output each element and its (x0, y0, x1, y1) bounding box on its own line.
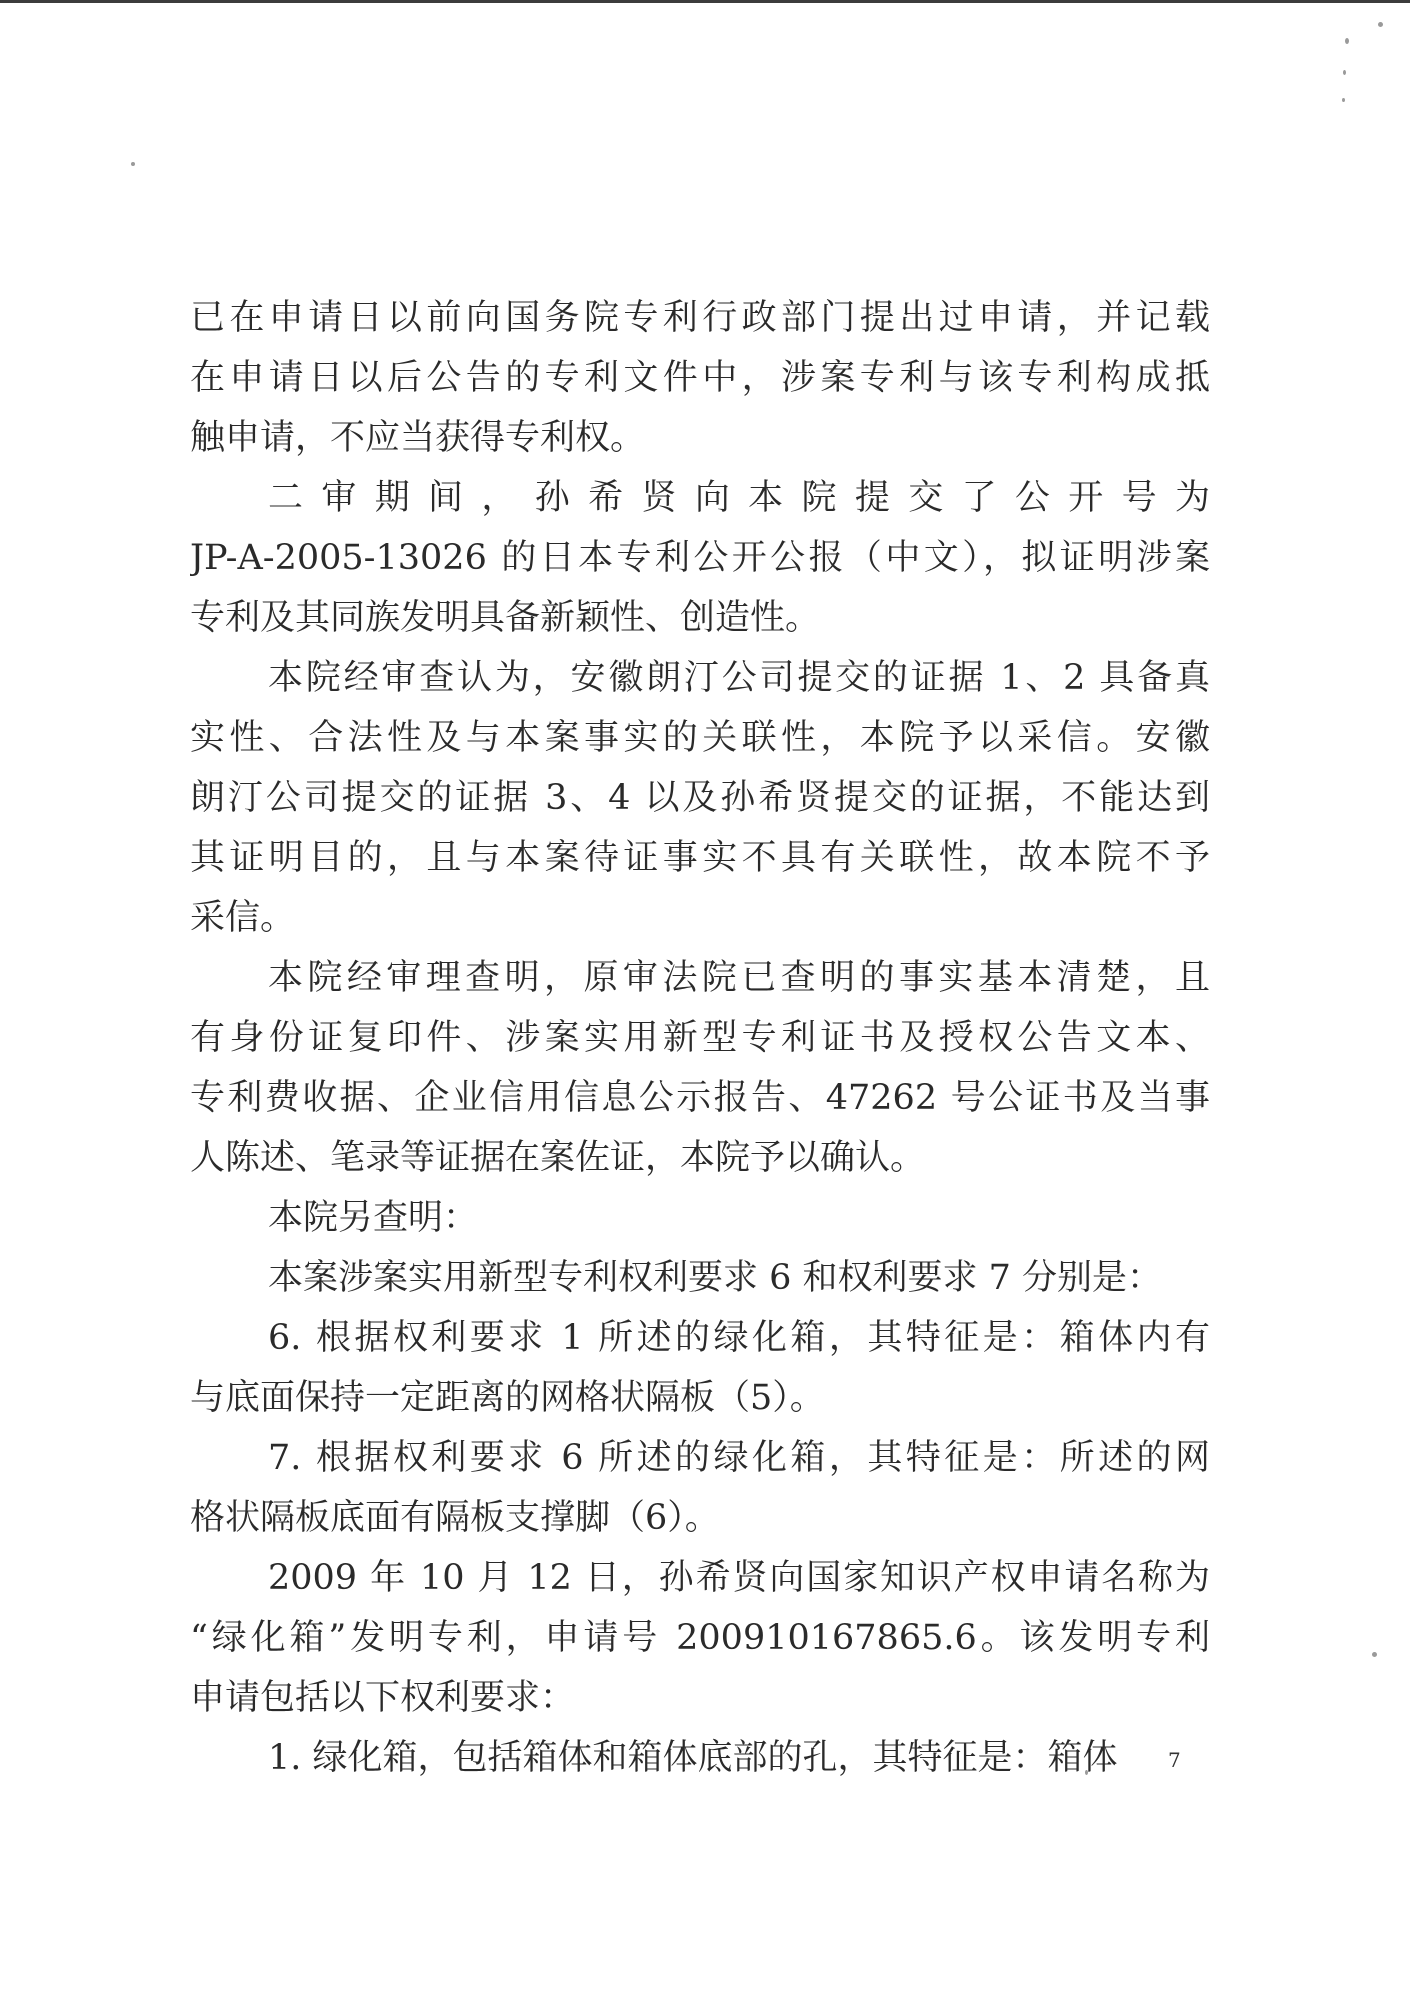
body-line: 采信。 (190, 898, 296, 938)
body-line: 与底面保持一定距离的网格状隔板（5）。 (190, 1378, 825, 1418)
body-line: 申请包括以下权利要求： (190, 1678, 576, 1718)
body-line: 本院经审查认为，安徽朗汀公司提交的证据 1、2 具备真 (268, 658, 1210, 698)
body-line: 格状隔板底面有隔板支撑脚（6）。 (190, 1498, 720, 1538)
page-number: 7 (1168, 1748, 1181, 1772)
body-line: 6. 根据权利要求 1 所述的绿化箱，其特征是：箱体内有 (268, 1318, 1210, 1358)
body-line: 已在申请日以前向国务院专利行政部门提出过申请，并记载 (190, 298, 1210, 338)
body-line: 二审期间，孙希贤向本院提交了公开号为 (268, 478, 1210, 518)
body-line: “绿化箱”发明专利，申请号 200910167865.6。该发明专利 (190, 1618, 1210, 1658)
body-line: 2009 年 10 月 12 日，孙希贤向国家知识产权申请名称为 (268, 1558, 1210, 1598)
scan-speck (131, 162, 135, 166)
document-body (190, 288, 1210, 1788)
body-line: 7. 根据权利要求 6 所述的绿化箱，其特征是：所述的网 (268, 1438, 1210, 1478)
scan-speck (1378, 22, 1383, 27)
body-line: 其证明目的，且与本案待证事实不具有关联性，故本院不予 (190, 838, 1210, 878)
body-line: 有身份证复印件、涉案实用新型专利证书及授权公告文本、 (190, 1018, 1210, 1058)
body-line: 本案涉案实用新型专利权利要求 6 和权利要求 7 分别是： (268, 1258, 1163, 1298)
body-line: 专利及其同族发明具备新颖性、创造性。 (190, 598, 821, 638)
scan-speck (1345, 38, 1349, 44)
body-line: 实性、合法性及与本案事实的关联性，本院予以采信。安徽 (190, 718, 1210, 758)
page-top-border (0, 0, 1410, 3)
body-line: 朗汀公司提交的证据 3、4 以及孙希贤提交的证据，不能达到 (190, 778, 1210, 818)
body-line: 本院另查明： (268, 1198, 479, 1238)
body-line: 触申请，不应当获得专利权。 (190, 418, 646, 458)
body-line: JP-A-2005-13026 的日本专利公开公报（中文），拟证明涉案 (190, 538, 1210, 578)
body-line: 专利费收据、企业信用信息公示报告、47262 号公证书及当事 (190, 1078, 1210, 1118)
body-line: 在申请日以后公告的专利文件中，涉案专利与该专利构成抵 (190, 358, 1210, 398)
body-line: 本院经审理查明，原审法院已查明的事实基本清楚，且 (268, 958, 1210, 998)
scan-speck (1372, 1652, 1377, 1657)
body-line: 人陈述、笔录等证据在案佐证，本院予以确认。 (190, 1138, 926, 1178)
scan-speck (1343, 70, 1346, 75)
body-line: 1. 绿化箱，包括箱体和箱体底部的孔，其特征是：箱体 (268, 1738, 1118, 1778)
scan-speck (1342, 98, 1345, 102)
